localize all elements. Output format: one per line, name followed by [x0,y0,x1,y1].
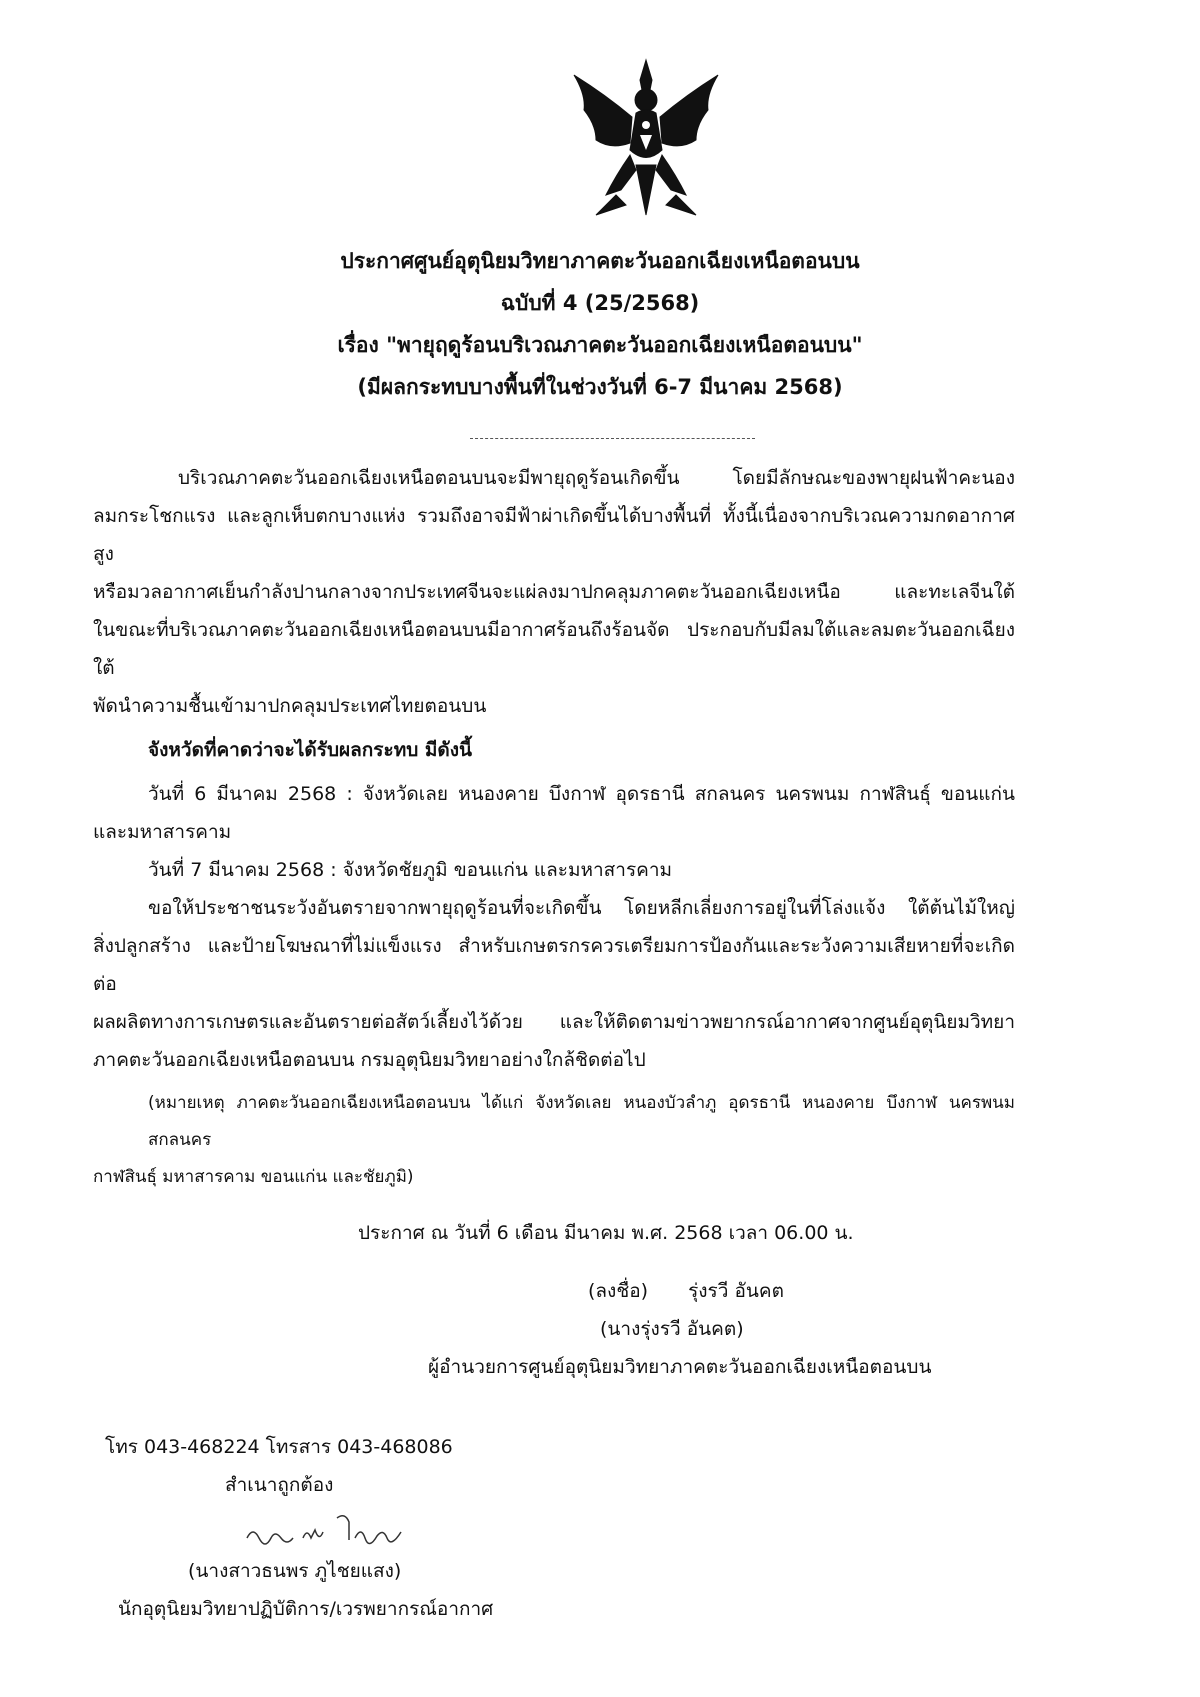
handwritten-signature [245,1508,405,1552]
title-line-2: ฉบับที่ 4 (25/2568) [500,291,700,315]
title-block [0,240,1200,408]
para2-line: ภาคตะวันออกเฉียงเหนือตอนบน กรมอุตุนิยมวิทยาอย่างใกล้ชิดต่อไป [93,1049,646,1071]
para1-line: หรือมวลอากาศเย็นกำลังปานกลางจากประเทศจีนจะแผ่ลงมาปกคลุมภาคตะวันออกเฉียงเหนือ และทะเลจีนใต้ [93,581,1015,603]
note-line: กาฬสินธุ์ มหาสารคาม ขอนแก่น และชัยภูมิ) [93,1167,414,1187]
footer-block [93,1428,1015,1628]
provinces-heading: จังหวัดที่คาดว่าจะได้รับผลกระทบ มีดังนี้ [148,739,473,761]
note-line: (หมายเหตุ ภาคตะวันออกเฉียงเหนือตอนบน ได้แก่ จังหวัดเลย หนองบัวลำภู อุดรธานี หนองคาย บึงกาฬ นครพนม สกลนคร [148,1093,1015,1150]
title-line-1: ประกาศศูนย์อุตุนิยมวิทยาภาคตะวันออกเฉียงเหนือตอนบน [340,249,860,273]
divider [470,438,755,439]
para2-line: ผลผลิตทางการเกษตรและอันตรายต่อสัตว์เลี้ยงไว้ด้วย และให้ติดตามข่าวพยากรณ์อากาศจากศูนย์อุตุนิยมวิทยา [93,1011,1015,1033]
para1-line: พัดนำความชื้นเข้ามาปกคลุมประเทศไทยตอนบน [93,695,487,717]
signer-full-name: (นางรุ่งรวี อันคต) [600,1318,744,1340]
signed-name: รุ่งรวี อันคต [688,1280,784,1302]
contact-numbers: โทร 043-468224 โทรสาร 043-468086 [105,1436,453,1458]
title-line-3: เรื่อง "พายุฤดูร้อนบริเวณภาคตะวันออกเฉียงเหนือตอนบน" [337,333,863,357]
para1-line: ลมกระโชกแรง และลูกเห็บตกบางแห่ง รวมถึงอาจมีฟ้าผ่าเกิดขึ้นได้บางพื้นที่ ทั้งนี้เนื่องจากบริเวณความกดอากาศสูง [93,505,1015,565]
para1-line: ในขณะที่บริเวณภาคตะวันออกเฉียงเหนือตอนบนมีอากาศร้อนถึงร้อนจัด ประกอบกับมีลมใต้และลมตะวันออกเฉียงใต้ [93,619,1015,679]
copy-signer-position: นักอุตุนิยมวิทยาปฏิบัติการ/เวรพยากรณ์อากาศ [118,1598,494,1620]
day6-line: วันที่ 6 มีนาคม 2568 : จังหวัดเลย หนองคาย บึงกาฬ อุดรธานี สกลนคร นครพนม กาฬสินธุ์ ขอนแก่น [148,783,1015,805]
para1-line: บริเวณภาคตะวันออกเฉียงเหนือตอนบนจะมีพายุฤดูร้อนเกิดขึ้น โดยมีลักษณะของพายุฝนฟ้าคะนอง [178,467,1015,489]
para2-line: ขอให้ประชาชนระวังอันตรายจากพายุฤดูร้อนที่จะเกิดขึ้น โดยหลีกเลี่ยงการอยู่ในที่โล่งแจ้ง ใต้ต้นไม้ใหญ่ [148,897,1015,919]
para2-line: สิ่งปลูกสร้าง และป้ายโฆษณาที่ไม่แข็งแรง สำหรับเกษตรกรควรเตรียมการป้องกันและระวังความเสียหายที่จะเกิดต่อ [93,935,1015,995]
day7-line: วันที่ 7 มีนาคม 2568 : จังหวัดชัยภูมิ ขอนแก่น และมหาสารคาม [148,859,673,881]
signer-position: ผู้อำนวยการศูนย์อุตุนิยมวิทยาภาคตะวันออกเฉียงเหนือตอนบน [428,1356,932,1378]
day6-line: และมหาสารคาม [93,821,232,843]
signed-label: (ลงชื่อ) [588,1280,649,1302]
issued-date: ประกาศ ณ วันที่ 6 เดือน มีนาคม พ.ศ. 2568 เวลา 06.00 น. [358,1222,854,1244]
title-line-4: (มีผลกระทบบางพื้นที่ในช่วงวันที่ 6-7 มีนาคม 2568) [357,375,843,399]
certified-copy: สำเนาถูกต้อง [225,1474,334,1496]
signature-block [93,1272,1015,1386]
garuda-emblem [566,55,726,220]
copy-signer-name: (นางสาวธนพร ภูไชยแสง) [188,1560,402,1582]
